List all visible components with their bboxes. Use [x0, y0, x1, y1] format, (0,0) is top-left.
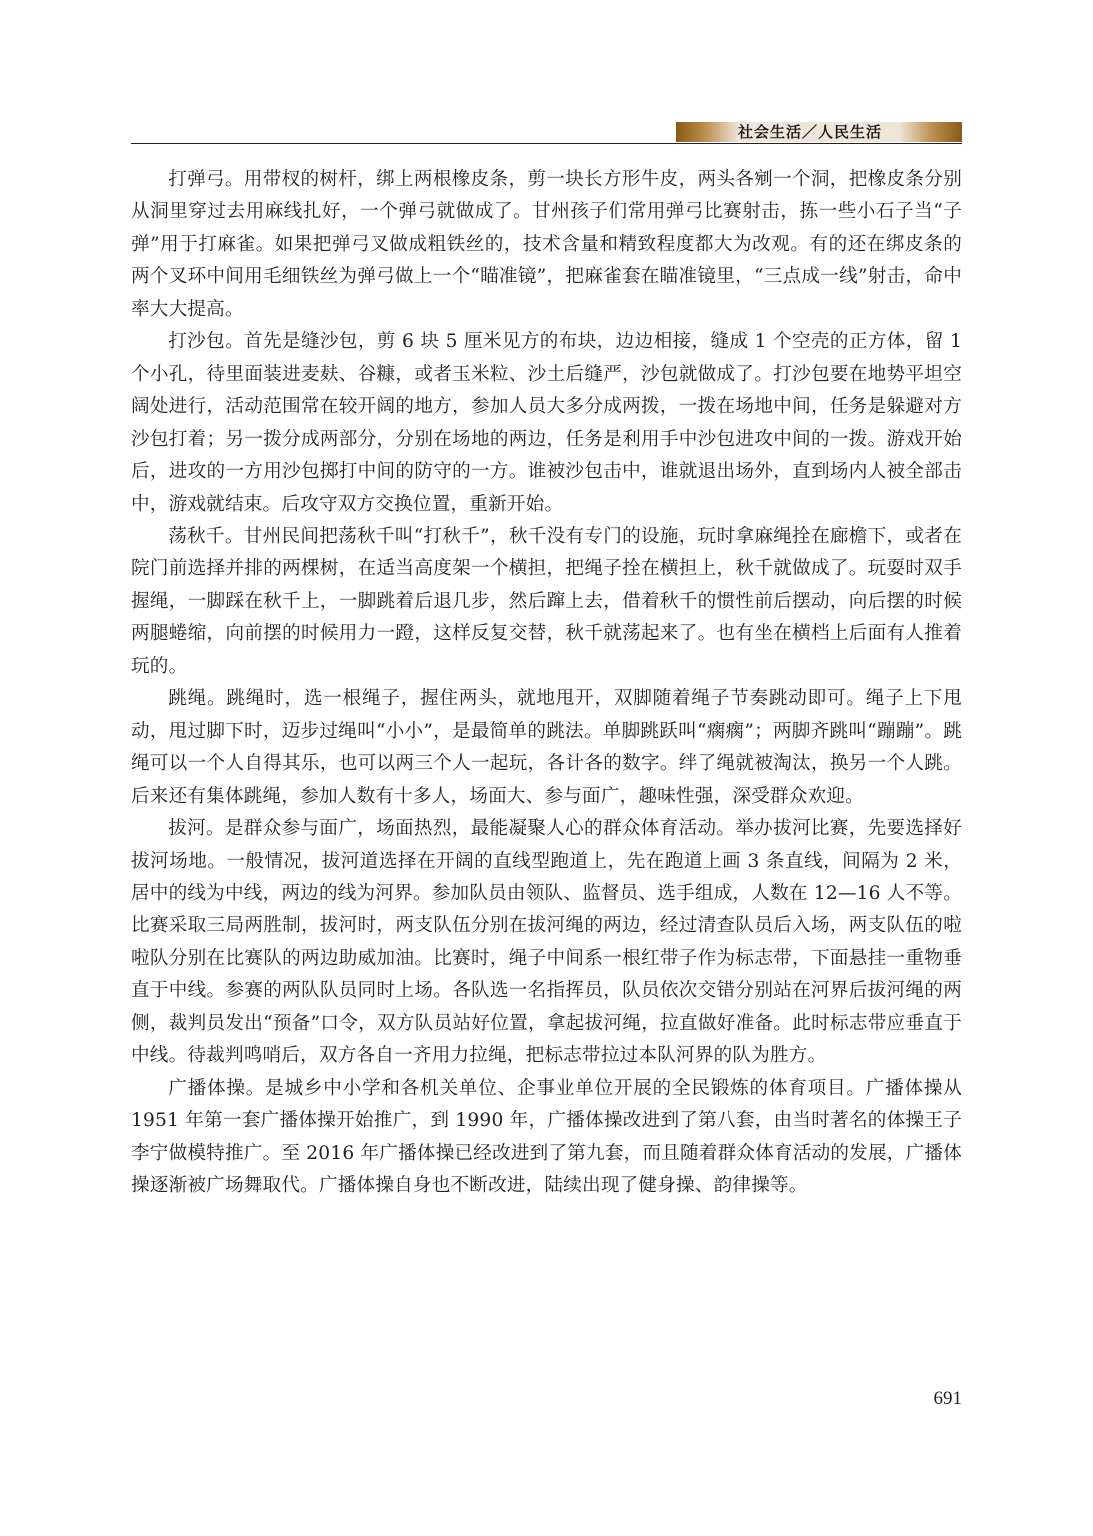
header-rule — [131, 143, 962, 144]
paragraph-jump-rope: 跳绳。跳绳时，选一根绳子，握住两头，就地甩开，双脚随着绳子节奏跳动即可。绳子上下甩动，甩过脚下时，迈步过绳叫“小小”，是最简单的跳法。单脚跳跃叫“瘸瘸”；两脚齐跳叫“蹦蹦”。跳绳可以一个人自得其乐，也可以两三个人一起玩，各计各的数字。绊了绳就被淘汰，换另一个人跳。后来还有集体跳绳，参加人数有十多人，场面大、参与面广，趣味性强，深受群众欢迎。 — [131, 688, 962, 807]
paragraph-radio-calisthenics: 广播体操。是城乡中小学和各机关单位、企事业单位开展的全民锻炼的体育项目。广播体操从 1951 年第一套广播体操开始推广，到 1990 年，广播体操改进到了第八套，由当时著名的体操王子李宁做模特推广。至 2016 年广播体操已经改进到了第九套，而且随着群众体育活动的发展，广播体操逐渐被广场舞取代。广播体操自身也不断改进，陆续出现了健身操、韵律操等。 — [131, 1077, 962, 1197]
paragraph-swing: 荡秋千。甘州民间把荡秋千叫“打秋千”，秋千没有专门的设施，玩时拿麻绳拴在廊檐下，或者在院门前选择并排的两棵树，在适当高度架一个横担，把绳子拴在横担上，秋千就做成了。玩耍时双手握绳，一脚踩在秋千上，一脚跳着后退几步，然后蹿上去，借着秋千的惯性前后摆动，向后摆的时候两腿蜷缩，向前摆的时候用力一蹬，这样反复交替，秋千就荡起来了。也有坐在横档上后面有人推着玩的。 — [131, 525, 962, 677]
paragraph-tug-of-war: 拔河。是群众参与面广，场面热烈，最能凝聚人心的群众体育活动。举办拔河比赛，先要选择好拔河场地。一般情况，拔河道选择在开阔的直线型跑道上，先在跑道上画 3 条直线，间隔为 2 米，居中的线为中线，两边的线为河界。参加队员由领队、监督员、选手组成，人数在 12—16 人不等。比赛采取三局两胜制，拔河时，两支队伍分别在拔河绳的两边，经过清查队员后入场，两支队伍的啦 啦队分别在比赛队的两边助威加油。比赛时，绳子中间系一根红带子作为标志带，下面悬挂一重物垂直于中线。参赛的两队队员同时上场。各队选一名指挥员，队员依次交错分别站在河界后拔河绳的两侧，裁判员发出“预备”口令，双方队员站好位置，拿起拔河绳，拉直做好准备。此时标志带应垂直于中线。待裁判鸣哨后，双方各自一齐用力拉绳，把标志带拉过本队河界的队为胜方。 — [131, 818, 962, 1067]
paragraph-slingshot: 打弹弓。用带杈的树杆，绑上两根橡皮条，剪一块长方形牛皮，两头各剜一个洞，把橡皮条分别从洞里穿过去用麻线扎好，一个弹弓就做成了。甘州孩子们常用弹弓比赛射击，拣一些小石子当“子弹”用于打麻雀。如果把弹弓叉做成粗铁丝的，技术含量和精致程度都大为改观。有的还在绑皮条的两个叉环中间用毛细铁丝为弹弓做上一个“瞄准镜”，把麻雀套在瞄准镜里，“三点成一线”射击，命中率大大提高。 — [131, 169, 962, 320]
body-text — [131, 164, 962, 1203]
page-number: 691 — [933, 1388, 962, 1409]
running-header-title: 社会生活／人民生活 — [738, 123, 883, 141]
paragraph-sandbag: 打沙包。首先是缝沙包，剪 6 块 5 厘米见方的布块，边边相接，缝成 1 个空壳的正方体，留 1 个小孔，待里面装进麦麸、谷糠，或者玉米粒、沙土后缝严，沙包就做成了。打沙包要在地势平坦空阔处进行，活动范围常在较开阔的地方，参加人员大多分成两拨，一拨在场地中间，任务是躲避对方沙包打着；另一拨分成两部分，分别在场地的两边，任务是利用手中沙包进攻中间的一拨。游戏开始后，进攻的一方用沙包掷打中间的防守的一方。谁被沙包击中，谁就退出场外，直到场内人被全部击中，游戏就结束。后攻守双方交换位置，重新开始。 — [131, 331, 962, 515]
